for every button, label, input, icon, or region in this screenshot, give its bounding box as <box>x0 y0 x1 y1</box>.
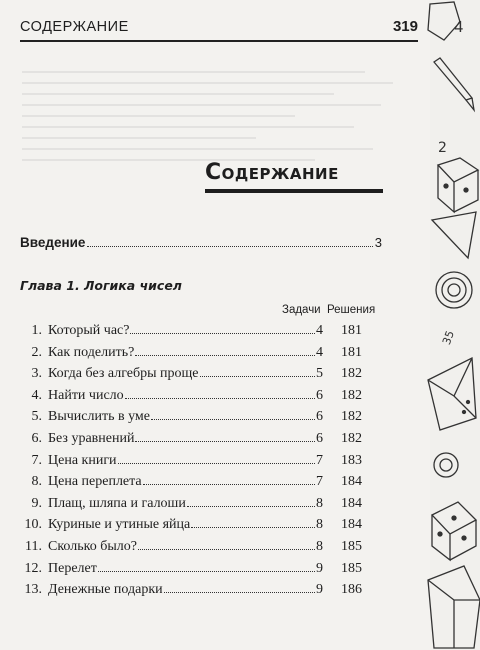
entry-number: 3. <box>31 366 42 382</box>
tetrahedron-icon <box>428 358 476 430</box>
doodle-digit-4: 4 <box>454 18 464 36</box>
toc-row <box>0 409 430 431</box>
toc-list <box>0 323 430 604</box>
entry-number: 1. <box>31 323 42 338</box>
entry-number: 6. <box>31 430 42 446</box>
small-spiral-icon <box>434 453 458 477</box>
doodle-number-35: 35 <box>439 328 457 347</box>
task-page: 7 <box>316 452 323 468</box>
toc-intro-entry <box>20 235 382 250</box>
task-page: 9 <box>316 560 323 576</box>
entry-number: 2. <box>31 344 42 360</box>
intro-page: 3 <box>374 235 382 250</box>
entry-number: 12. <box>24 560 42 576</box>
toc-row <box>0 431 430 453</box>
entry-title: Сколько было? <box>48 538 137 554</box>
pencil-icon <box>434 58 474 110</box>
solution-page: 185 <box>341 538 362 554</box>
toc-row <box>0 561 430 583</box>
intro-label: Введение <box>20 235 86 250</box>
task-page: 4 <box>316 344 323 360</box>
task-page: 8 <box>316 495 323 511</box>
running-head-title: СОДЕРЖАНИЕ <box>20 19 129 35</box>
entry-title: Денежные подарки <box>48 582 163 598</box>
entry-number: 7. <box>31 452 42 468</box>
page-title: Содержание <box>205 160 339 185</box>
entry-number: 11. <box>25 538 42 554</box>
chapter-heading: Глава 1. Логика чисел <box>20 278 182 293</box>
solution-page: 184 <box>341 517 362 533</box>
task-page: 6 <box>316 430 323 446</box>
entry-title: Найти число <box>48 387 124 403</box>
entry-number: 13. <box>24 582 42 598</box>
doodle-digit-2: 2 <box>438 140 447 156</box>
column-headers <box>0 304 430 320</box>
solution-page: 186 <box>341 582 362 598</box>
solution-page: 184 <box>341 474 362 490</box>
entry-title: Без уравнений <box>48 430 135 446</box>
spiral-icon <box>436 272 472 308</box>
entry-number: 9. <box>31 495 42 511</box>
task-page: 8 <box>316 538 323 554</box>
task-page: 7 <box>316 474 323 490</box>
solution-page: 183 <box>341 452 362 468</box>
tasks-column-header: Задачи <box>282 304 321 316</box>
solutions-column-header: Решения <box>327 304 376 316</box>
title-underline <box>205 189 383 193</box>
entry-title: Который час? <box>48 323 130 338</box>
entry-title: Как поделить? <box>48 344 135 360</box>
solution-page: 184 <box>341 495 362 511</box>
solution-page: 182 <box>341 430 362 446</box>
solution-page: 182 <box>341 387 362 403</box>
toc-row <box>0 517 430 539</box>
task-page: 5 <box>316 366 323 382</box>
entry-number: 5. <box>31 409 42 425</box>
toc-row <box>0 323 430 345</box>
entry-number: 8. <box>31 474 42 490</box>
toc-row <box>0 474 430 496</box>
polyhedron-icon <box>428 566 480 648</box>
entry-number: 10. <box>24 517 42 533</box>
solution-page: 181 <box>341 323 362 338</box>
toc-row <box>0 453 430 475</box>
task-page: 4 <box>316 323 323 338</box>
toc-row <box>0 388 430 410</box>
solution-page: 182 <box>341 409 362 425</box>
solution-page: 182 <box>341 366 362 382</box>
entry-title: Куриные и утиные яйца <box>48 517 191 533</box>
task-page: 6 <box>316 409 323 425</box>
dice-icon <box>432 502 476 560</box>
running-head <box>20 18 418 35</box>
entry-title: Цена книги <box>48 452 117 468</box>
dot-leader <box>87 246 372 247</box>
entry-title: Вычислить в уме <box>48 409 150 425</box>
margin-doodle-illustration <box>424 0 480 650</box>
entry-title: Цена переплета <box>48 474 142 490</box>
toc-row <box>0 496 430 518</box>
triangle-icon <box>432 212 476 258</box>
entry-title: Когда без алгебры проще <box>48 366 199 382</box>
task-page: 8 <box>316 517 323 533</box>
dice-icon <box>438 158 478 212</box>
task-page: 9 <box>316 582 323 598</box>
header-rule <box>20 40 418 42</box>
toc-row <box>0 366 430 388</box>
solution-page: 185 <box>341 560 362 576</box>
task-page: 6 <box>316 387 323 403</box>
entry-title: Плащ, шляпа и галоши <box>48 495 186 511</box>
toc-row <box>0 582 430 604</box>
solution-page: 181 <box>341 344 362 360</box>
entry-title: Перелет <box>48 560 97 576</box>
entry-number: 4. <box>31 387 42 403</box>
toc-row <box>0 539 430 561</box>
toc-row <box>0 345 430 367</box>
page-number: 319 <box>392 18 418 35</box>
